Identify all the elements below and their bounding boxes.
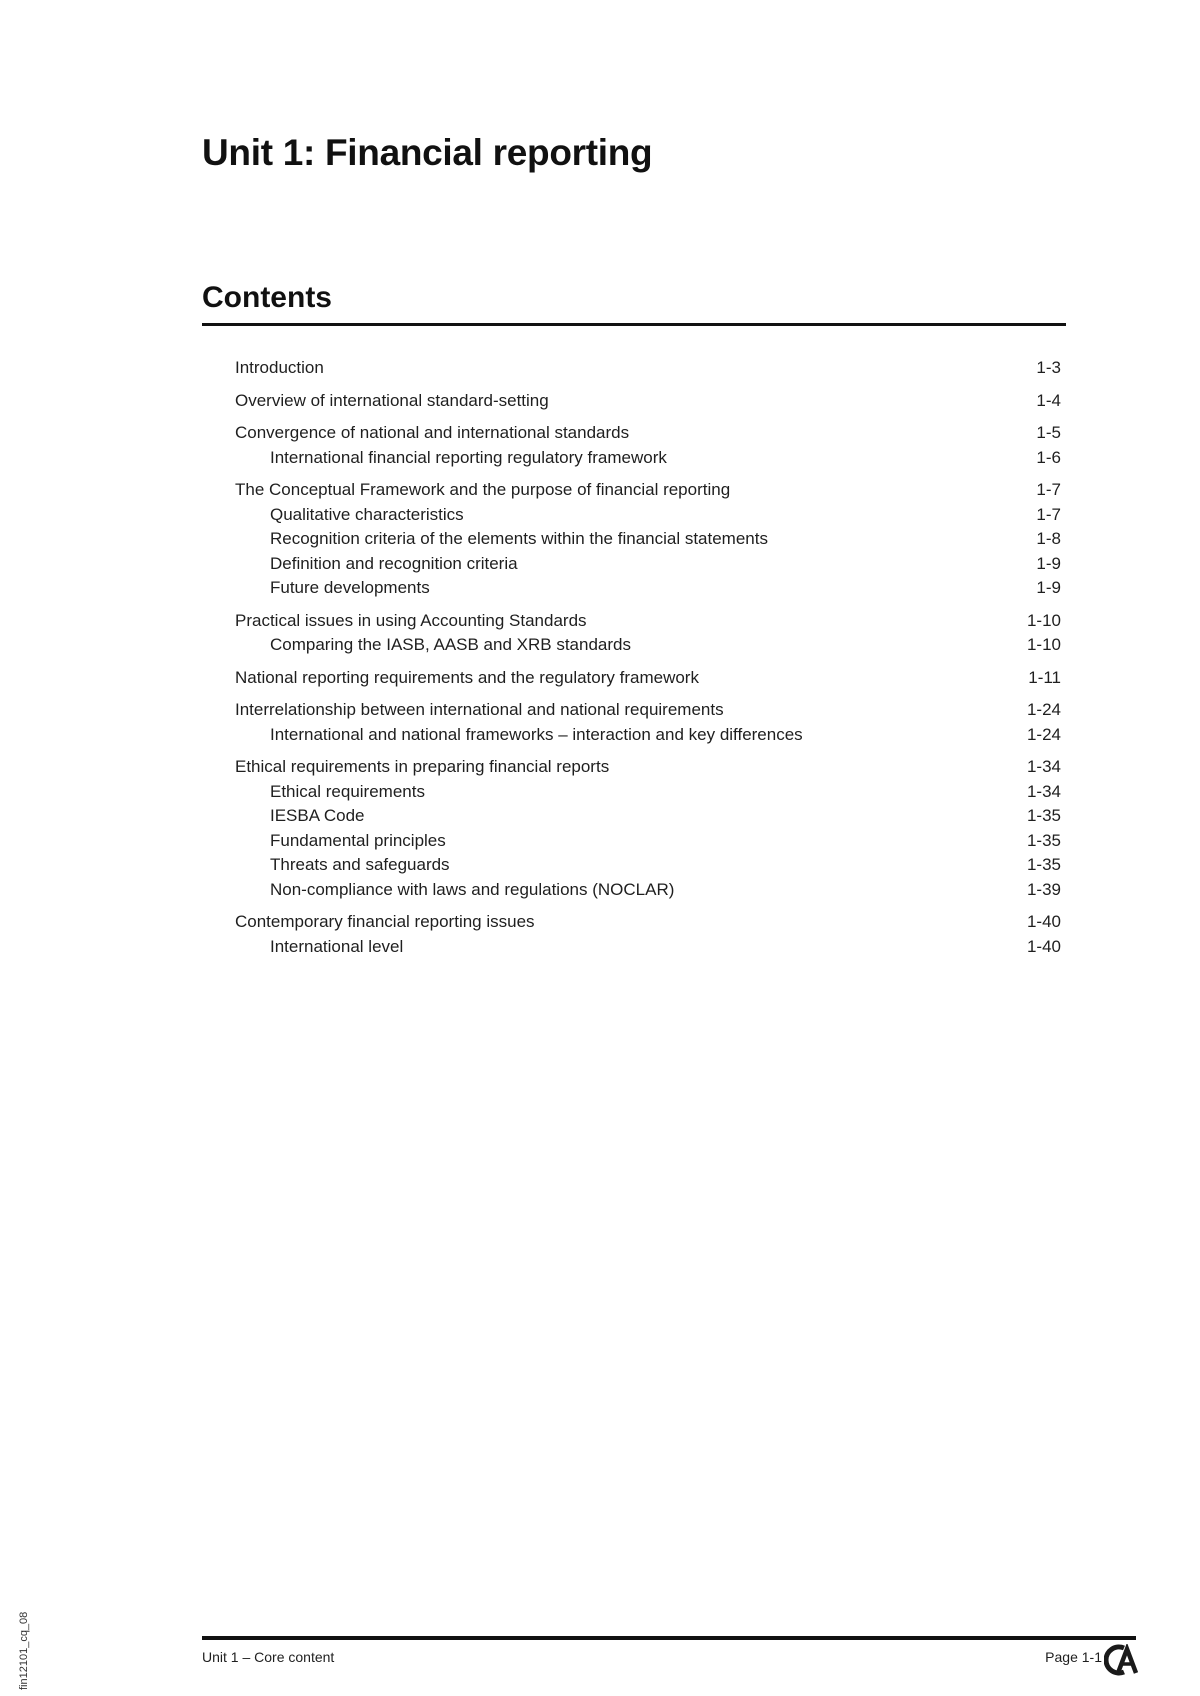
contents-divider xyxy=(202,323,1066,326)
toc-entry[interactable] xyxy=(235,910,1061,935)
toc-entry-title: IESBA Code xyxy=(270,806,365,825)
toc-entry-page: 1-3 xyxy=(1036,358,1061,377)
toc-subentry[interactable] xyxy=(235,633,1061,658)
toc-entry[interactable] xyxy=(235,609,1061,634)
toc-subentry[interactable] xyxy=(235,527,1061,552)
toc-entry-title: International level xyxy=(270,936,404,956)
ca-logo-icon xyxy=(1104,1644,1138,1676)
toc-subentry[interactable] xyxy=(235,503,1061,528)
toc-section xyxy=(235,609,1061,658)
toc-subentry[interactable] xyxy=(235,853,1061,878)
toc-entry[interactable] xyxy=(235,389,1061,414)
toc-entry-title: International financial reporting regulatory framework xyxy=(270,447,667,467)
toc-subentry[interactable] xyxy=(235,780,1061,805)
toc-entry-page: 1-9 xyxy=(1036,578,1061,597)
toc-entry-page: 1-7 xyxy=(1036,504,1061,524)
toc-entry[interactable] xyxy=(235,698,1061,723)
footer-unit-label: Unit 1 – Core content xyxy=(202,1649,335,1665)
toc-section xyxy=(235,421,1061,470)
toc-entry-page: 1-4 xyxy=(1036,390,1061,410)
toc-entry-title: Comparing the IASB, AASB and XRB standards xyxy=(270,635,631,654)
toc-entry-title: Threats and safeguards xyxy=(270,855,450,874)
toc-section xyxy=(235,910,1061,959)
toc-entry-title: National reporting requirements and the regulatory framework xyxy=(235,667,699,687)
toc-entry-title: Interrelationship between international and national requirements xyxy=(235,700,724,719)
toc-entry-page: 1-7 xyxy=(1036,480,1061,499)
toc-entry-title: Qualitative characteristics xyxy=(270,504,464,524)
toc-entry-title: Non-compliance with laws and regulations (NOCLAR) xyxy=(270,879,675,899)
toc-section xyxy=(235,666,1061,691)
toc-entry-title: Fundamental principles xyxy=(270,830,446,850)
toc-entry[interactable] xyxy=(235,356,1061,381)
footer-divider xyxy=(202,1636,1136,1640)
toc-subentry[interactable] xyxy=(235,878,1061,903)
toc-entry-page: 1-35 xyxy=(1026,855,1061,874)
toc-subentry[interactable] xyxy=(235,446,1061,471)
toc-entry-title: Overview of international standard-setting xyxy=(235,390,549,410)
toc-entry-title: Ethical requirements xyxy=(270,781,425,801)
toc-entry[interactable] xyxy=(235,478,1061,503)
toc-entry-page: 1-11 xyxy=(1028,667,1061,687)
toc-entry-page: 1-40 xyxy=(1026,936,1061,956)
toc-subentry[interactable] xyxy=(235,829,1061,854)
toc-entry-page: 1-10 xyxy=(1026,635,1061,654)
toc-entry-page: 1-9 xyxy=(1036,553,1061,573)
toc-entry-page: 1-8 xyxy=(1036,529,1061,548)
toc-section xyxy=(235,698,1061,747)
contents-heading: Contents xyxy=(202,281,332,314)
toc-entry-page: 1-39 xyxy=(1026,879,1061,899)
toc-entry-page: 1-40 xyxy=(1026,912,1061,931)
toc-entry-page: 1-35 xyxy=(1026,830,1061,850)
toc-entry-page: 1-10 xyxy=(1026,610,1061,630)
toc-entry-title: Introduction xyxy=(235,358,324,377)
toc-entry-page: 1-6 xyxy=(1036,447,1061,467)
toc-entry-title: Contemporary financial reporting issues xyxy=(235,912,535,931)
toc-section xyxy=(235,755,1061,902)
toc-entry-page: 1-34 xyxy=(1026,781,1061,801)
footer-page-number: Page 1-1 xyxy=(1045,1649,1102,1665)
toc-subentry[interactable] xyxy=(235,723,1061,748)
toc-section xyxy=(235,389,1061,414)
toc-subentry[interactable] xyxy=(235,576,1061,601)
toc-entry[interactable] xyxy=(235,666,1061,691)
toc-entry-title: Practical issues in using Accounting Standards xyxy=(235,610,587,630)
toc-subentry[interactable] xyxy=(235,552,1061,577)
toc-entry-title: Convergence of national and international standards xyxy=(235,423,630,442)
toc-section xyxy=(235,356,1061,381)
toc-entry-title: The Conceptual Framework and the purpose of financial reporting xyxy=(235,480,731,499)
toc-entry-page: 1-5 xyxy=(1036,423,1061,442)
toc-entry-title: Recognition criteria of the elements within the financial statements xyxy=(270,529,768,548)
toc-entry[interactable] xyxy=(235,421,1061,446)
page-title: Unit 1: Financial reporting xyxy=(202,132,653,173)
toc-entry-title: Ethical requirements in preparing financial reports xyxy=(235,757,610,776)
toc-section xyxy=(235,478,1061,601)
toc-entry-title: Definition and recognition criteria xyxy=(270,553,518,573)
toc-entry[interactable] xyxy=(235,755,1061,780)
table-of-contents xyxy=(235,356,1061,967)
toc-entry-page: 1-24 xyxy=(1026,700,1061,719)
toc-subentry[interactable] xyxy=(235,804,1061,829)
document-code: fin12101_cq_08 xyxy=(18,1611,30,1690)
toc-subentry[interactable] xyxy=(235,935,1061,960)
toc-entry-page: 1-34 xyxy=(1026,757,1061,776)
toc-entry-title: International and national frameworks – interaction and key differences xyxy=(270,724,803,744)
toc-entry-page: 1-35 xyxy=(1026,806,1061,825)
toc-entry-title: Future developments xyxy=(270,578,430,597)
toc-entry-page: 1-24 xyxy=(1026,724,1061,744)
